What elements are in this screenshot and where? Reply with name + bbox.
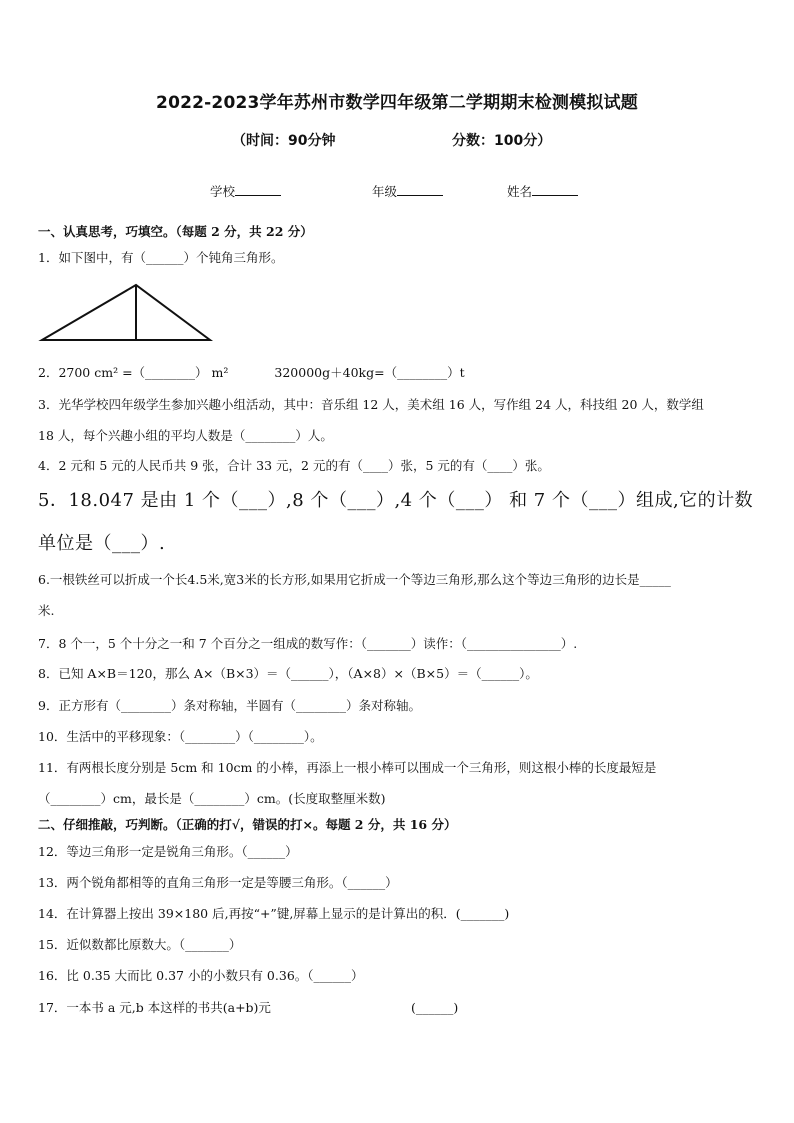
name-label: 姓名 [507, 184, 533, 199]
question-17a: 17．一本书 a 元,b 本这样的书共(a+b)元 [38, 1000, 271, 1015]
question-8: 8．已知 A×B＝120，那么 A×（B×3）＝（______），（A×8）×（B×5）＝（______）。 [38, 666, 538, 681]
grade-field[interactable] [372, 182, 443, 200]
question-4: 4．2 元和 5 元的人民币共 9 张，合计 33 元，2 元的有（____）张，5 元的有（____）张。 [38, 458, 550, 473]
question-2b: 320000g＋40kg=（________）t [274, 365, 465, 380]
question-11a: 11．有两根长度分别是 5cm 和 10cm 的小棒，再添上一根小棒可以围成一个三角形，则这根小棒的长度最短是 [38, 760, 657, 775]
question-17 [38, 999, 760, 1017]
grade-blank[interactable] [397, 182, 443, 196]
question-11b: （________）cm，最长是（________）cm。(长度取整厘米数) [38, 791, 386, 806]
school-field[interactable] [210, 182, 281, 200]
grade-label: 年级 [372, 184, 398, 199]
question-17b: (______) [410, 1000, 459, 1015]
section2-heading: 二、仔细推敲，巧判断。（正确的打√，错误的打×。每题 2 分，共 16 分） [38, 817, 457, 832]
question-2 [38, 364, 760, 382]
question-9: 9．正方形有（________）条对称轴，半圆有（________）条对称轴。 [38, 698, 421, 713]
exam-score: 分数：100分） [452, 133, 552, 149]
question-5a: 5．18.047 是由 1 个（___）,8 个（___）,4 个（___） 和 7 个（___）组成,它的计数 [38, 490, 754, 511]
question-3b: 18 人，每个兴趣小组的平均人数是（________）人。 [38, 428, 333, 443]
name-field[interactable] [507, 182, 578, 200]
question-15: 15．近似数都比原数大。（_______） [38, 937, 242, 952]
question-13: 13．两个锐角都相等的直角三角形一定是等腰三角形。（______） [38, 875, 398, 890]
question-10: 10．生活中的平移现象：（________）（________）。 [38, 729, 323, 744]
question-7: 7．8 个一，5 个十分之一和 7 个百分之一组成的数写作：（_______）读作：（_______________）. [38, 636, 578, 651]
question-3a: 3．光华学校四年级学生参加兴趣小组活动，其中：音乐组 12 人，美术组 16 人，写作组 24 人，科技组 20 人，数学组 [38, 397, 704, 412]
question-5b: 单位是（___）. [38, 533, 166, 554]
question-6a: 6.一根铁丝可以折成一个长4.5米,宽3米的长方形,如果用它折成一个等边三角形,那么这个等边三角形的边长是_____ [38, 572, 671, 587]
question-6b: 米. [38, 603, 55, 618]
question-2a: 2．2700 cm² =（________） m² [38, 365, 229, 380]
question-16: 16．比 0.35 大而比 0.37 小的小数只有 0.36。（______） [38, 968, 364, 983]
question-1: 1．如下图中，有（______）个钝角三角形。 [38, 250, 284, 265]
question-14: 14．在计算器上按出 39×180 后,再按“+”键,屏幕上显示的是计算出的积．(_______) [38, 906, 510, 921]
question-12: 12．等边三角形一定是锐角三角形。（______） [38, 844, 298, 859]
triangle-figure [38, 282, 218, 344]
school-label: 学校 [210, 184, 236, 199]
name-blank[interactable] [532, 182, 578, 196]
outer-triangle [42, 285, 210, 340]
section1-heading: 一、认真思考，巧填空。（每题 2 分，共 22 分） [38, 224, 313, 239]
exam-title: 2022-2023学年苏州市数学四年级第二学期期末检测模拟试题 [156, 93, 638, 113]
exam-time: （时间：90分钟 [232, 133, 336, 149]
school-blank[interactable] [235, 182, 281, 196]
